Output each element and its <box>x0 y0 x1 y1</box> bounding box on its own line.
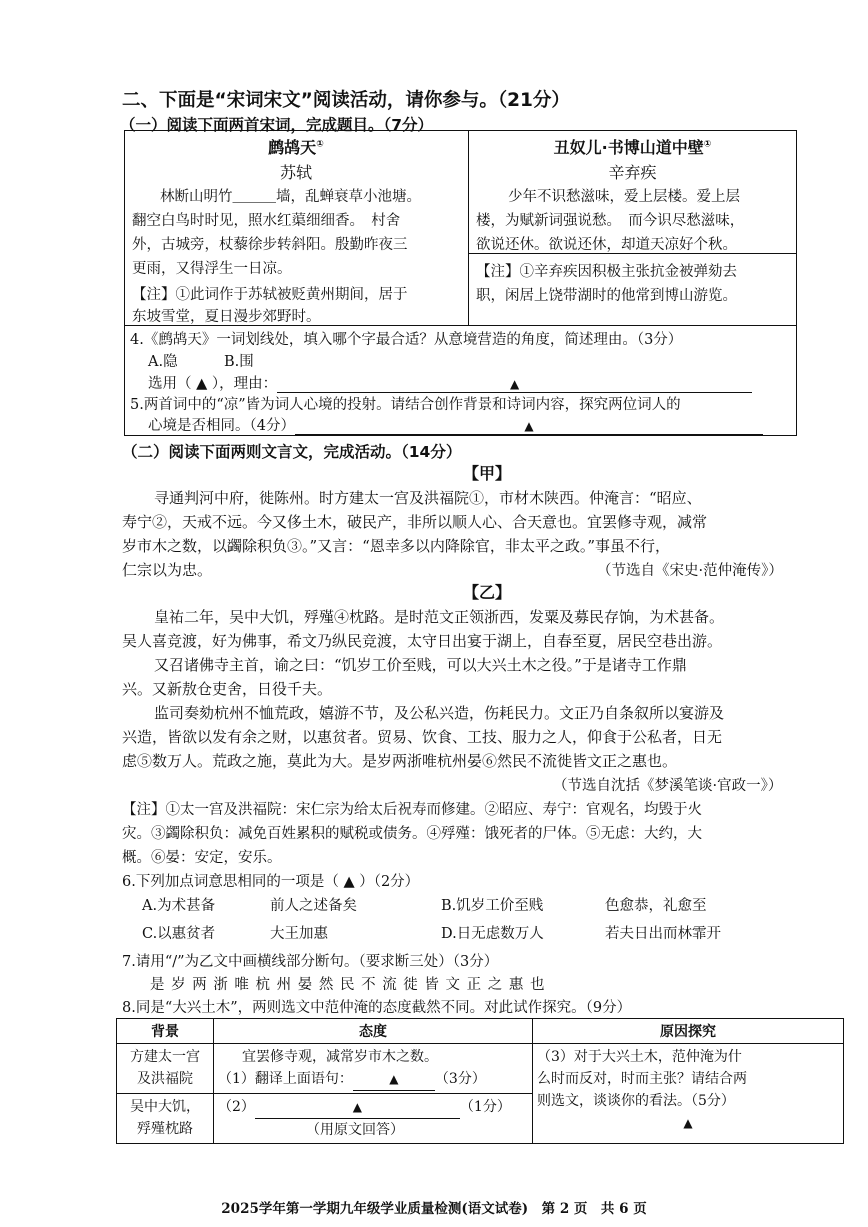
part2-heading: （二）阅读下面两则文言文，完成活动。（14分） <box>122 443 462 461</box>
yi-line: 兴造，皆欲以发有余之财，以惠贫者。贸易、饮食、工技、服力之人，仰食于公私者，日无 <box>122 728 723 746</box>
yi-line: 监司奏劾杭州不恤荒政，嬉游不节，及公私兴造，伤耗民力。文正乃自条叙所以宴游及 <box>154 704 725 722</box>
poem-left-line: 更雨，又得浮生一日凉。 <box>132 261 292 277</box>
poem-right-note: 【注】①辛弃疾因积极主张抗金被弹劾去 <box>476 264 737 280</box>
q8-row2-background: 吴中大饥， 殍殣枕路 <box>117 1094 214 1144</box>
q8-reason-answer[interactable]: ▲ <box>683 1116 693 1130</box>
q7-sentence: 是 岁 两 浙 唯 杭 州 晏 然 民 不 流 徙 皆 文 正 之 惠 也 <box>150 977 546 993</box>
q8-header-background: 背景 <box>117 1019 214 1044</box>
q8-row1-attitude: 宜罢修寺观，减常岁市木之数。 （1）翻译上面语句： ▲ （3分） <box>214 1044 533 1094</box>
q4-option-a: A.隐 <box>148 354 178 370</box>
poem-right-note: 职，闲居上饶带湖时的他常到博山游览。 <box>476 288 737 304</box>
section-title: 二、下面是“宋词宋文”阅读活动，请你参与。（21分） <box>122 90 570 111</box>
q6-option-a: A.为术甚备 <box>142 898 216 914</box>
q8-translate-blank[interactable]: ▲ <box>353 1068 435 1091</box>
poem-right-author: 辛弃疾 <box>608 163 657 182</box>
q6-option-d: D.日无虑数万人 <box>441 926 544 942</box>
poem-left-title: 鹧鸪天① <box>268 138 324 157</box>
q8-row2-attitude: （2） ▲ （1分） （用原文回答） <box>214 1094 533 1144</box>
yi-line: 兴。又新敖仓吏舍，日役千夫。 <box>122 680 333 698</box>
q6-option-b: B.饥岁工价至贱 <box>441 898 544 914</box>
q8-row1-background: 方建太一宫 及洪福院 <box>117 1044 214 1094</box>
q5-answer-blank[interactable]: ▲ <box>295 418 763 435</box>
q6-option-b-compare: 色愈恭，礼愈至 <box>605 898 707 914</box>
poem-right-line: 楼，为赋新词强说愁。 而今识尽愁滋味， <box>476 213 745 229</box>
yi-label: 【乙】 <box>463 583 512 602</box>
jia-source: （节选自《宋史·范仲淹传》） <box>597 563 783 579</box>
q8-quote-blank[interactable]: ▲ <box>255 1096 460 1119</box>
jia-line: 岁市木之数，以蠲除积负③。”又言：“恩幸多以内降除官，非太平之政。”事虽不行， <box>122 537 671 555</box>
q8-table <box>116 1018 844 1144</box>
poems-divider <box>468 130 469 326</box>
jia-label: 【甲】 <box>463 464 512 483</box>
poem-left-line: 翻空白鸟时时见，照水红蕖细细香。 村舍 <box>132 213 401 229</box>
q4-option-b: B.围 <box>224 354 254 370</box>
q4-answer-blank[interactable]: ▲ <box>277 376 752 393</box>
poem-left-note: 东坡雪堂，夏日漫步郊野时。 <box>132 309 321 325</box>
yi-source: （节选自沈括《梦溪笔谈·官政一》） <box>553 778 783 794</box>
notes-line: 概。⑥晏：安定，安乐。 <box>122 850 282 866</box>
yi-line: 又召诸佛寺主首，谕之曰：“饥岁工价至贱，可以大兴土木之役。”于是诸寺工作鼎 <box>154 656 687 674</box>
q5-stem-2: 心境是否相同。（4分） ▲ <box>148 414 763 435</box>
poem-left-author: 苏轼 <box>279 163 312 182</box>
poem-left-line: 外，古城旁，杖藜徐步转斜阳。殷勤昨夜三 <box>132 237 408 253</box>
poem-right-title: 丑奴儿·书博山道中壁① <box>553 138 712 157</box>
yi-line: 虑⑤数万人。荒政之施，莫此为大。是岁两浙唯杭州晏⑥然民不流徙皆文正之惠也。 <box>122 752 678 770</box>
part1-heading: （一）阅读下面两首宋词，完成题目。（7分） <box>120 116 434 134</box>
poem-left-line: 林断山明竹＿＿＿墙，乱蝉衰草小池塘。 <box>160 189 421 205</box>
q8-header-attitude: 态度 <box>214 1019 533 1044</box>
yi-line: 皇祐二年，吴中大饥，殍殣④枕路。是时范文正领浙西，发粟及募民存饷，为术甚备。 <box>154 608 725 626</box>
q5-stem: 5.两首词中的“凉”皆为词人心境的投射。请结合创作背景和诗词内容，探究两位词人的 <box>130 397 681 413</box>
q8-stem: 8.同是“大兴土木”，两则选文中范仲淹的态度截然不同。对此试作探究。（9分） <box>122 1000 632 1016</box>
q6-stem: 6.下列加点词意思相同的一项是（ ▲ ）（2分） <box>122 874 420 890</box>
poem-right-line: 欲说还休。欲说还休，却道天凉好个秋。 <box>476 237 737 253</box>
notes-line: 【注】①太一宫及洪福院：宋仁宗为给太后祝寿而修建。②昭应、寿宁：官观名，均毁于火 <box>122 802 702 818</box>
poem-right-note-divider <box>468 253 797 254</box>
q8-header-reason: 原因探究 <box>533 1019 844 1044</box>
jia-line: 寻通判河中府，徙陈州。时方建太一宫及洪福院①，市材木陕西。仲淹言：“昭应、 <box>154 489 702 507</box>
q6-option-a-compare: 前人之述备矣 <box>270 898 357 914</box>
q6-option-c: C.以惠贫者 <box>142 926 216 942</box>
jia-line: 寿宁②，天戒不远。今又侈土木，破民产，非所以顺人心、合天意也。宜罢修寺观，减常 <box>122 513 708 531</box>
poem-left-note: 【注】①此词作于苏轼被贬黄州期间，居于 <box>132 287 408 303</box>
q8-reason-cell: （3）对于大兴土木，范仲淹为什 么时而反对，时而主张？请结合两 则选文，谈谈你的看法。（5分） ▲ <box>533 1044 844 1144</box>
q4-answer-line: 选用（ ▲ ），理由： ▲ <box>148 372 752 393</box>
notes-line: 灾。③蠲除积负：减免百姓累积的赋税或债务。④殍殣：饿死者的尸体。⑤无虑：大约，大 <box>122 826 702 842</box>
q6-option-c-compare: 大王加惠 <box>270 926 328 942</box>
q6-option-d-compare: 若夫日出而林霏开 <box>605 926 721 942</box>
yi-line: 吴人喜竞渡，好为佛事，希文乃纵民竞渡，太守日出宴于湖上，自春至夏，居民空巷出游。 <box>122 632 723 650</box>
q4-stem: 4.《鹧鸪天》一词划线处，填入哪个字最合适？从意境营造的角度，简述理由。（3分） <box>130 332 683 348</box>
jia-line: 仁宗以为忠。 <box>122 561 213 579</box>
poem-right-line: 少年不识愁滋味，爱上层楼。爱上层 <box>508 189 740 205</box>
page-footer: 2025学年第一学期九年级学业质量检测(语文试卷) 第 2 页 共 6 页 <box>221 1201 647 1217</box>
q7-stem: 7.请用“/”为乙文中画横线部分断句。（要求断三处）（3分） <box>122 954 499 970</box>
